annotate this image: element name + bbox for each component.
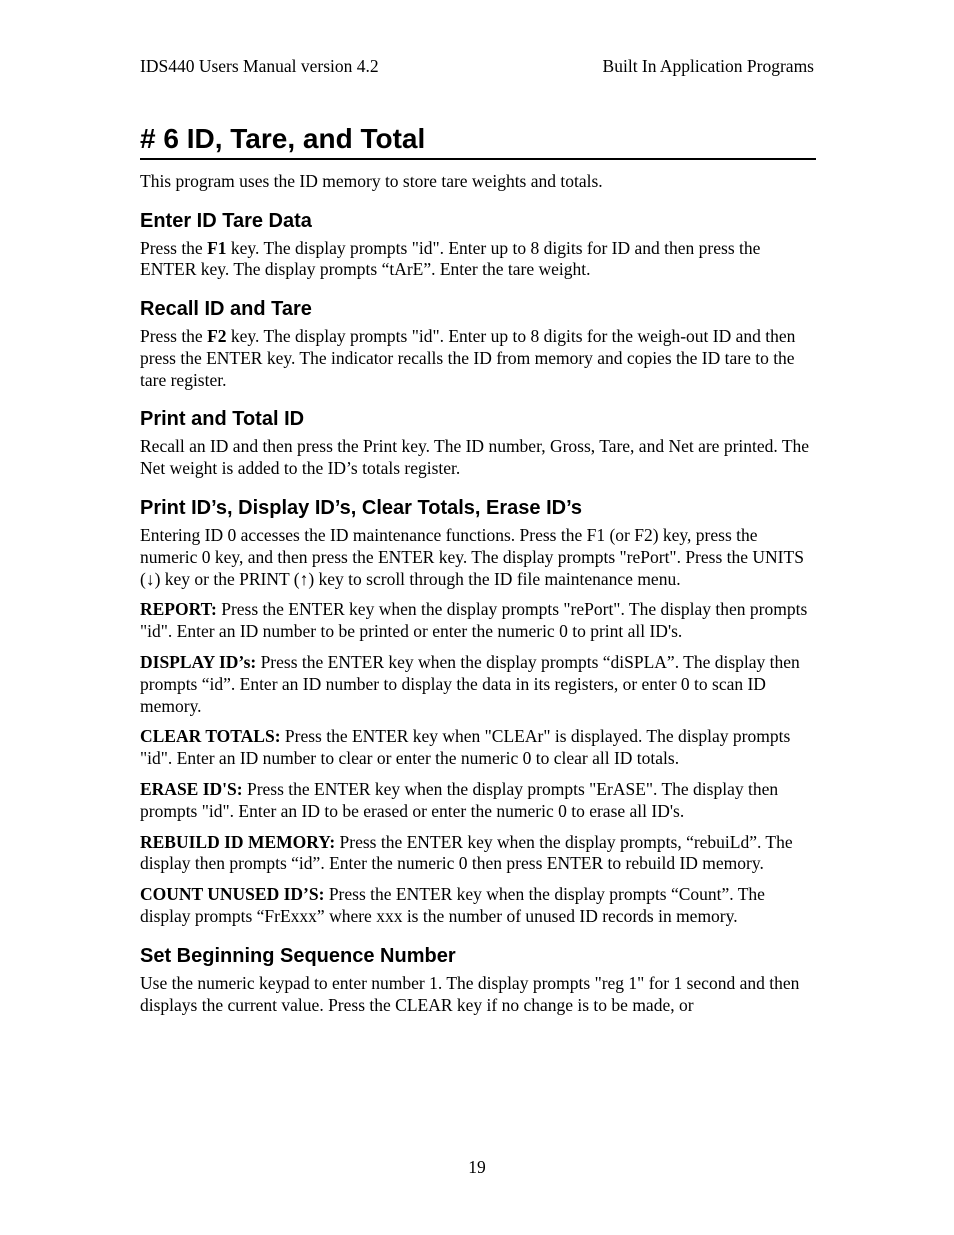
clear-totals-paragraph	[140, 726, 816, 770]
clear-totals-text: Press the ENTER key when "CLEAr" is displayed. The display prompts "id". Enter an ID number to clear or enter the numeric 0 to clear all ID totals.	[140, 726, 791, 769]
intro-paragraph: This program uses the ID memory to store tare weights and totals.	[140, 171, 603, 191]
count-unused-paragraph	[140, 884, 816, 928]
section-heading-sequence-number: Set Beginning Sequence Number	[140, 944, 456, 967]
display-ids-label: DISPLAY ID’s:	[140, 652, 257, 673]
header-manual-title: IDS440 Users Manual version 4.2	[140, 56, 379, 76]
report-text: Press the ENTER key when the display prompts "rePort". The display then prompts "id". Enter an ID number to be printed or enter the numeric 0 to print all ID's.	[140, 599, 808, 642]
section-heading-print-total: Print and Total ID	[140, 408, 305, 431]
text-span: key. The display prompts "id". Enter up to 8 digits for ID and then press the ENTER key. The display prompts “tArE”. Enter the tare weight.	[140, 237, 761, 280]
section-heading-maintenance: Print ID’s, Display ID’s, Clear Totals, Erase ID’s	[140, 497, 583, 520]
report-paragraph	[140, 599, 816, 643]
page-number: 19	[468, 1157, 486, 1177]
sequence-number-paragraph: Use the numeric keypad to enter number 1. The display prompts "reg 1" for 1 second and then displays the current value. Press the CLEAR key if no change is to be made, or	[140, 972, 800, 1015]
enter-id-tare-paragraph	[140, 238, 816, 282]
page-content	[140, 122, 816, 1025]
display-ids-text: Press the ENTER key when the display prompts “diSPLA”. The display then prompts “id”. Enter an ID number to display the data in its registers, or enter 0 to scan ID memory.	[140, 652, 800, 716]
recall-id-paragraph	[140, 326, 816, 391]
rebuild-memory-label: REBUILD ID MEMORY:	[140, 831, 336, 852]
clear-totals-label: CLEAR TOTALS:	[140, 726, 281, 747]
section-heading-recall-id: Recall ID and Tare	[140, 298, 312, 321]
erase-ids-label: ERASE ID'S:	[140, 779, 243, 800]
key-name-f1: F1	[207, 237, 227, 258]
text-span: Press the	[140, 237, 208, 258]
text-span: key. The display prompts "id". Enter up to 8 digits for the weigh-out ID and then press the ENTER key. The indicator recalls the ID from memory and copies the ID tare to the tare register.	[140, 326, 796, 390]
rebuild-memory-text: Press the ENTER key when the display prompts, “rebuiLd”. The display then prompts “id”. Enter the numeric 0 then press ENTER to rebuild ID memory.	[140, 831, 793, 874]
section-heading-enter-id-tare: Enter ID Tare Data	[140, 209, 312, 232]
header-chapter-title: Built In Application Programs	[602, 56, 814, 76]
text-span: Press the	[140, 326, 208, 347]
print-total-paragraph: Recall an ID and then press the Print key. The ID number, Gross, Tare, and Net are printed. The Net weight is added to the ID’s totals register.	[140, 436, 810, 479]
report-label: REPORT:	[140, 599, 217, 620]
count-unused-label: COUNT UNUSED ID’S:	[140, 884, 325, 905]
erase-ids-text: Press the ENTER key when the display prompts "ErASE". The display then prompts "id". Enter an ID to be erased or enter the numeric 0 to erase all ID's.	[140, 779, 779, 821]
count-unused-text: Press the ENTER key when the display prompts “Count”. The display prompts “FrExxx” where xxx is the number of unused ID records in memory.	[140, 884, 765, 927]
maintenance-intro-paragraph: Entering ID 0 accesses the ID maintenance functions. Press the F1 (or F2) key, press the numeric 0 key, and then press the ENTER key. The display prompts "rePort". Press the UNITS (↓) key or the PRINT (↑) key to scroll through the ID file maintenance menu.	[140, 525, 804, 589]
display-ids-paragraph	[140, 652, 816, 717]
page-title: # 6 ID, Tare, and Total	[140, 122, 816, 160]
key-name-f2: F2	[207, 326, 227, 347]
rebuild-memory-paragraph	[140, 832, 816, 876]
erase-ids-paragraph	[140, 779, 816, 823]
